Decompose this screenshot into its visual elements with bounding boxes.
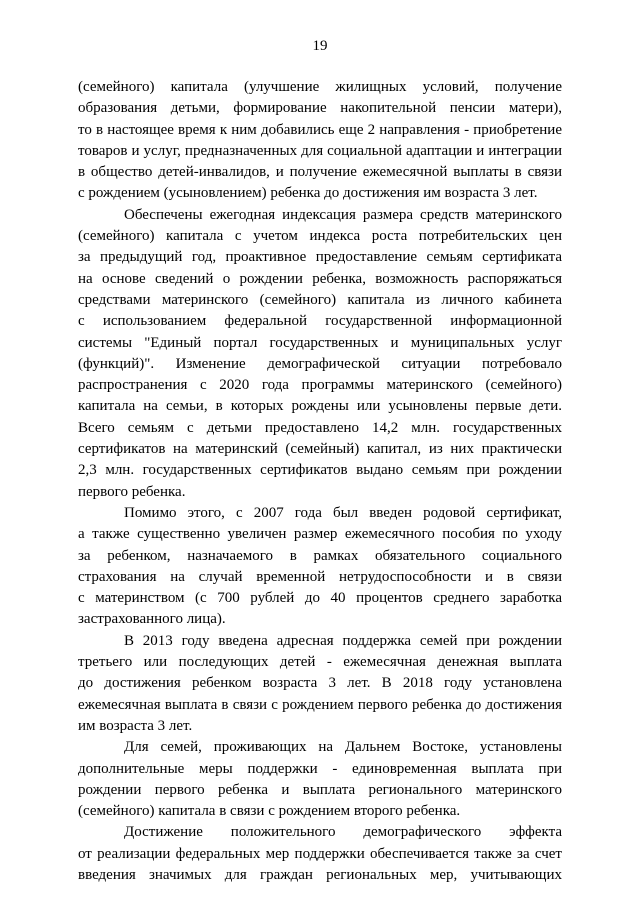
paragraph [78,503,562,631]
text-line: В 2013 году введена адресная поддержка семей при рождении [124,632,562,649]
text-line: капитала на семьи, в которых рождены или усыновлены первые дети. [78,398,562,415]
document-body [78,77,562,886]
text-line: рождении первого ребенка и выплата регионального материнского [78,781,562,798]
text-line: от реализации федеральных мер поддержки обеспечивается также за счет [78,845,562,862]
paragraph [78,77,562,205]
text-line: дополнительные меры поддержки - единовременная выплата при [78,760,562,777]
page-number: 19 [312,38,328,54]
text-line: с использованием федеральной государственной информационной [78,313,562,330]
text-line: им возраста 3 лет. [78,717,193,734]
text-line: товаров и услуг, предназначенных для социальной адаптации и интеграции [78,142,562,159]
text-line: Всего семьям с детьми предоставлено 14,2 млн. государственных [78,419,562,436]
text-line: Достижение положительного демографического эффекта [124,824,562,841]
text-line: системы "Единый портал государственных и муниципальных услуг [78,334,562,351]
text-line: (семейного) капитала в связи с рождением второго ребенка. [78,803,461,820]
text-line: на основе сведений о рождении ребенка, возможность распоряжаться [78,270,562,287]
text-line: третьего или последующих детей - ежемесячная денежная выплата [78,654,562,671]
paragraph [78,205,562,503]
text-line: Для семей, проживающих на Дальнем Востоке, установлены [124,739,562,756]
text-line: Помимо этого, с 2007 года был введен родовой сертификат, [124,504,562,521]
text-line: ежемесячная выплата в связи с рождением первого ребенка до достижения [78,696,562,713]
text-line: до достижения ребенком возраста 3 лет. В 2018 году установлена [78,675,562,692]
text-line: 2,3 млн. государственных сертификатов выдано семьям при рождении [78,462,562,479]
text-line: сертификатов на материнский (семейный) капитал, из них практически [78,441,562,458]
text-line: в общество детей-инвалидов, и получение ежемесячной выплаты в связи [78,164,562,181]
text-line: (семейного) капитала (улучшение жилищных условий, получение [78,79,562,95]
paragraph [78,822,562,886]
text-line: образования детьми, формирование накопительной пенсии матери), [78,100,562,117]
text-line: страхования на случай временной нетрудоспособности и в связи [78,568,562,585]
text-line: распространения с 2020 года программы материнского (семейного) [78,377,562,394]
text-line: (семейного) капитала с учетом индекса роста потребительских цен [78,228,562,245]
paragraph [78,631,562,737]
text-line: то в настоящее время к ним добавились еще 2 направления - приобретение [78,121,562,138]
text-line: за ребенком, назначаемого в рамках обязательного социального [78,547,562,564]
text-line: а также существенно увеличен размер ежемесячного пособия по уходу [78,526,562,543]
paragraph [78,737,562,822]
text-line: первого ребенка. [78,483,186,500]
text-line: (функций)". Изменение демографической ситуации потребовало [78,355,562,372]
text-line: застрахованного лица). [78,611,226,628]
text-line: введения значимых для граждан региональных мер, учитывающих [78,866,562,883]
text-line: Обеспечены ежегодная индексация размера средств материнского [124,206,562,223]
text-line: за предыдущий год, проактивное предоставление семьям сертификата [78,249,562,266]
text-line: средствами материнского (семейного) капитала из личного кабинета [78,291,562,308]
text-line: с рождением (усыновлением) ребенка до достижения им возраста 3 лет. [78,185,538,202]
text-line: с материнством (с 700 рублей до 40 процентов среднего заработка [78,590,562,607]
